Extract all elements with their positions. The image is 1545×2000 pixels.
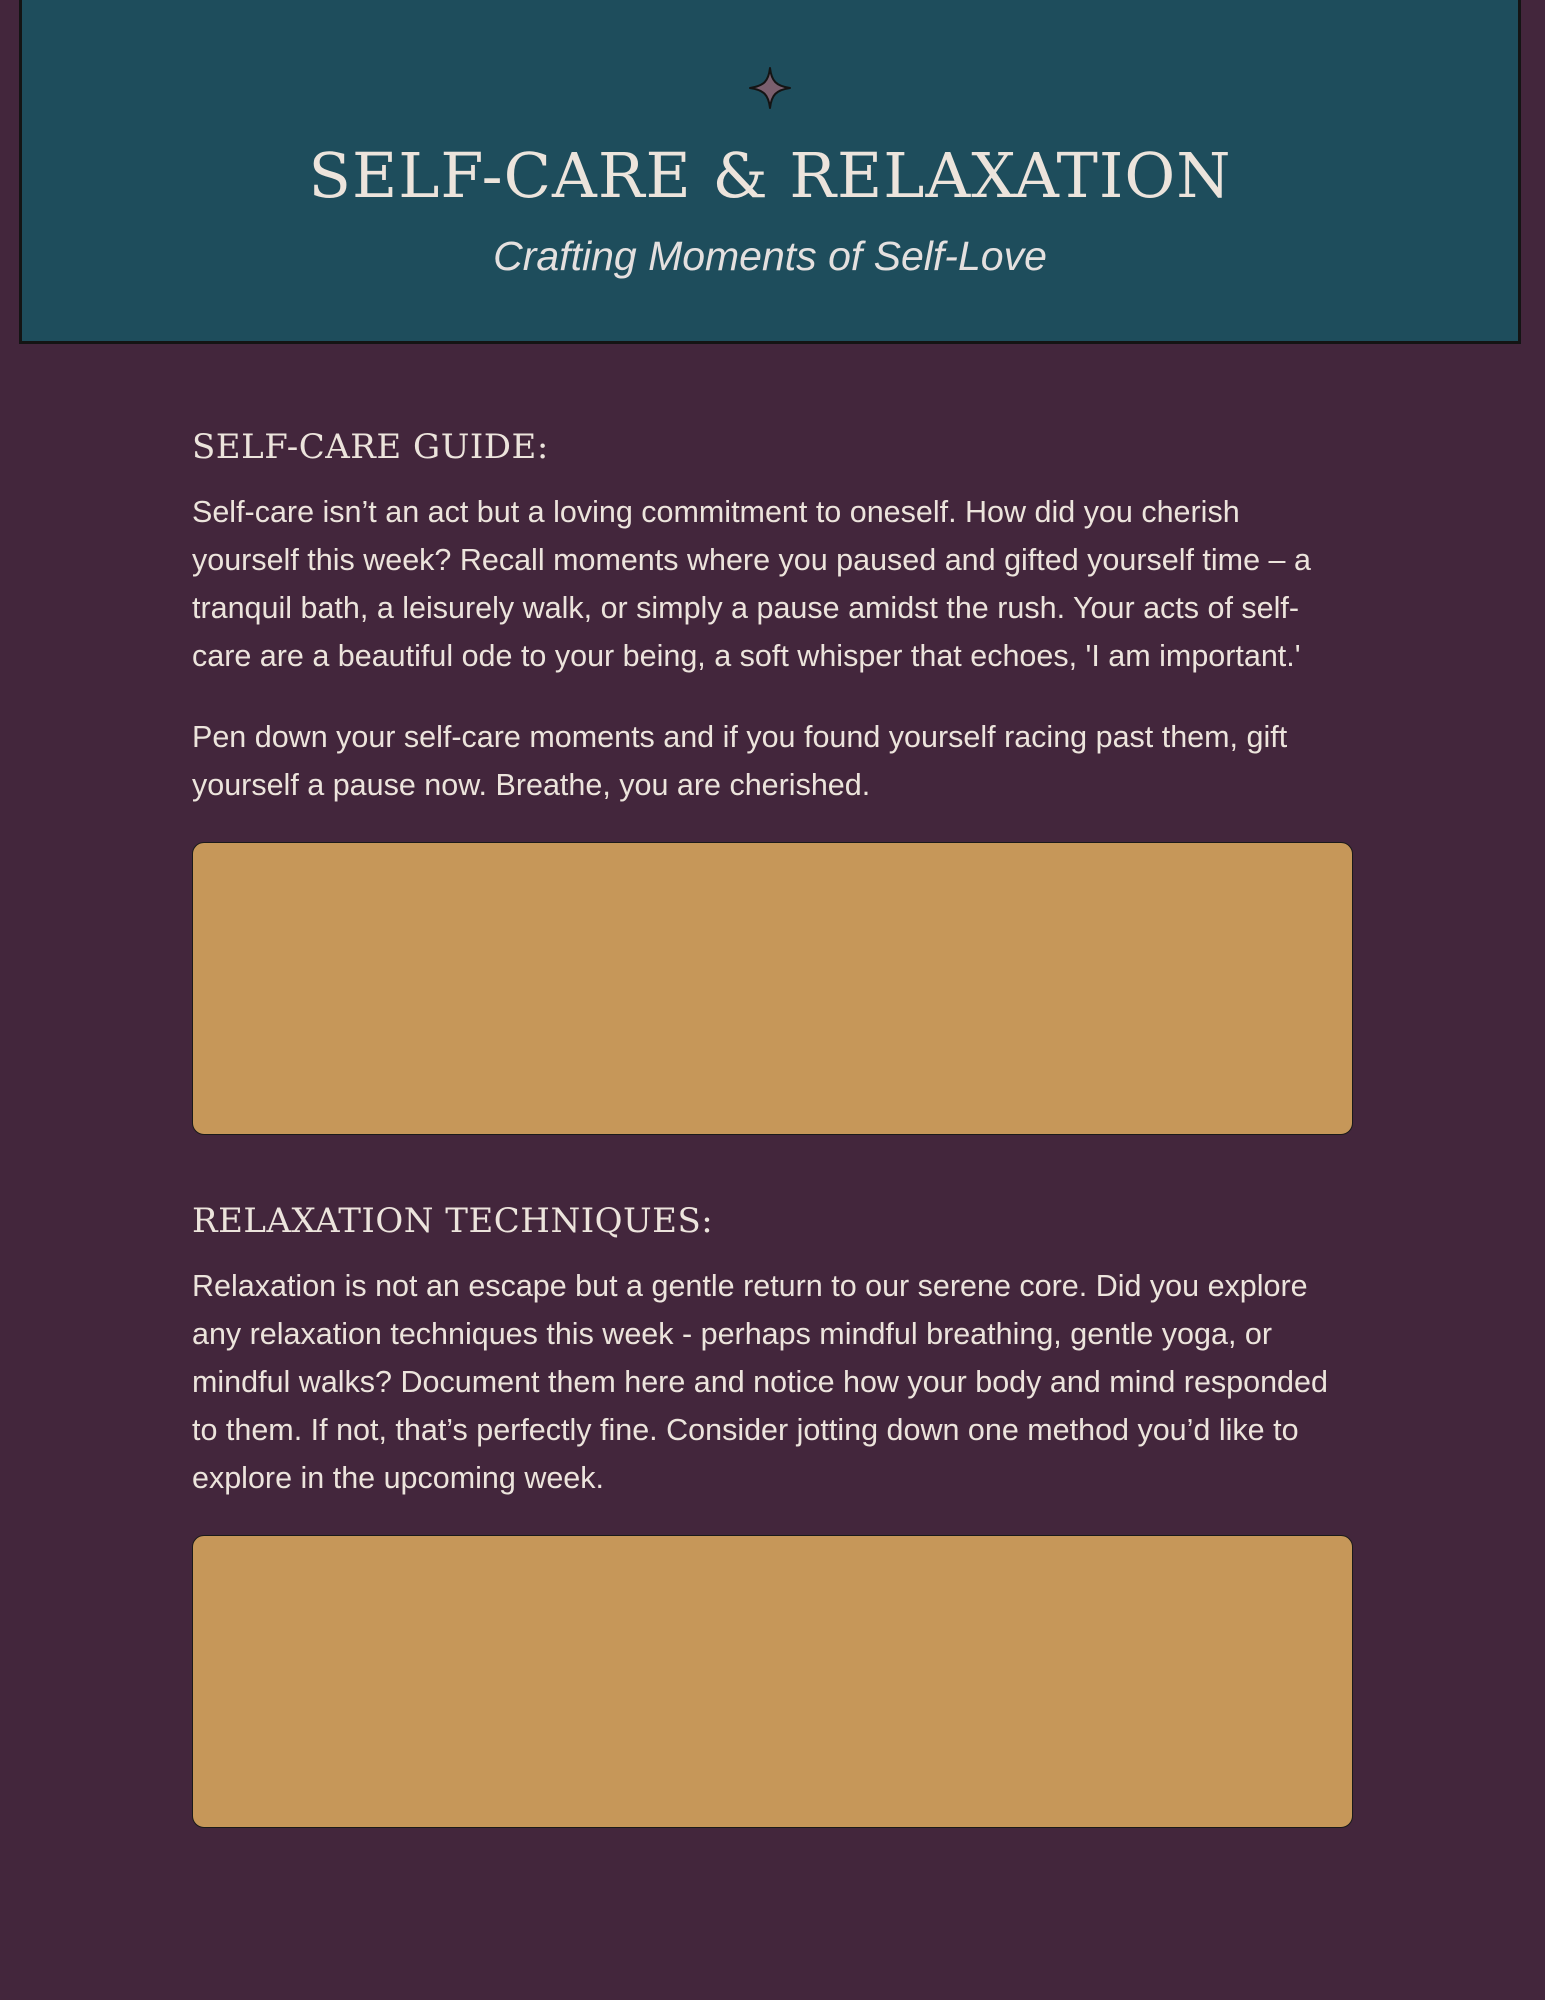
relaxation-techniques-section xyxy=(192,1194,1352,1828)
page-title: SELF-CARE & RELAXATION xyxy=(308,139,1232,212)
self-care-writing-box[interactable] xyxy=(192,842,1353,1135)
four-point-star-icon xyxy=(747,65,793,111)
relaxation-writing-box[interactable] xyxy=(192,1535,1353,1828)
section-paragraph: Relaxation is not an escape but a gentle return to our serene core. Did you explore any relaxation techniques this week - perhaps mindful breathing, gentle yoga, or mindful walks? Document them here and notice how your body and mind responded to them. If not, that’s perfectly fine. Consider jotting down one method you’d like to explore in the upcoming week. xyxy=(192,1269,1328,1495)
self-care-guide-section xyxy=(192,420,1352,1135)
section-heading: SELF-CARE GUIDE: xyxy=(192,427,549,467)
section-heading: RELAXATION TECHNIQUES: xyxy=(192,1201,714,1241)
main-content xyxy=(192,420,1352,1828)
header-banner xyxy=(19,0,1521,344)
section-paragraph: Pen down your self-care moments and if you found yourself racing past them, gift yourself a pause now. Breathe, you are cherished. xyxy=(192,720,1288,802)
page-subtitle: Crafting Moments of Self-Love xyxy=(493,233,1047,279)
section-paragraph: Self-care isn’t an act but a loving commitment to oneself. How did you cherish yourself this week? Recall moments where you paused and gifted yourself time – a tranquil bath, a leisurely walk, or simply a pause amidst the rush. Your acts of self-care are a beautiful ode to your being, a soft whisper that echoes, 'I am important.' xyxy=(192,495,1311,673)
